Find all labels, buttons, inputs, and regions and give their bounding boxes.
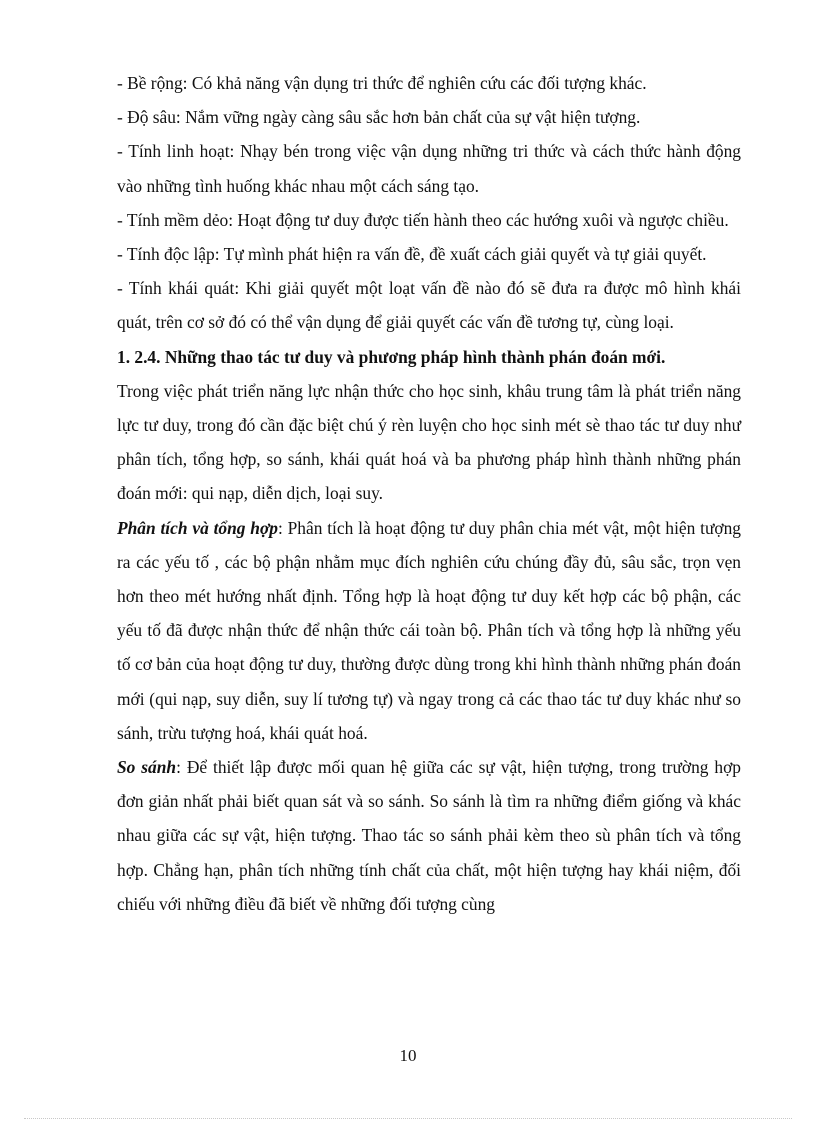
bullet-flexibility: - Tính linh hoạt: Nhạy bén trong việc vận dụng những tri thức và cách thức hành động vào những tình huống khác nhau một cách sáng tạo. — [117, 141, 741, 196]
bullet-depth: - Độ sâu: Nắm vững ngày càng sâu sắc hơn bản chất của sự vật hiện tượng. — [117, 107, 641, 128]
comparison-term: So sánh — [117, 757, 177, 778]
bullet-generalization: - Tính khái quát: Khi giải quyết một loạt vấn đề nào đó sẽ đưa ra được mô hình khái quát, trên cơ sở đó có thể vận dụng để giải quyết các vấn đề tương tự, cùng loại. — [117, 278, 741, 333]
comparison-paragraph — [117, 750, 741, 921]
analysis-term: Phân tích và tổng hợp — [117, 517, 278, 538]
bullet-pliability: - Tính mềm dẻo: Hoạt động tư duy được tiến hành theo các hướng xuôi và ngược chiều. — [117, 209, 729, 230]
bottom-dotted-divider — [24, 1118, 792, 1119]
bullet-independence: - Tính độc lập: Tự mình phát hiện ra vấn đề, đề xuất cách giải quyết và tự giải quyết. — [117, 244, 707, 265]
analysis-paragraph — [117, 511, 741, 750]
intro-paragraph: Trong việc phát triển năng lực nhận thức cho học sinh, khâu trung tâm là phát triển năng lực tư duy, trong đó cần đặc biệt chú ý rèn luyện cho học sinh mét sè thao tác tư duy như phân tích, tổng hợp, so sánh, khái quát hoá và ba phương pháp hình thành những phán đoán mới: qui nạp, diễn dịch, loại suy. — [117, 380, 741, 504]
page-content — [117, 66, 741, 921]
analysis-text: : Phân tích là hoạt động tư duy phân chia mét vật, một hiện tượng ra các yếu tố , các bộ phận nhằm mục đích nghiên cứu chúng đầy đủ, sâu sắc, trọn vẹn hơn theo mét hướng nhất định. Tổng hợp là hoạt động tư duy kết hợp các bộ phận, các yếu tố đã được nhận thức để nhận thức cái toàn bộ. Phân tích và tổng hợp là những yếu tố cơ bản của hoạt động tư duy, thường được dùng trong khi hình thành những phán đoán mới (qui nạp, suy diễn, suy lí tương tự) và ngay trong cả các thao tác tư duy khác như so sánh, trừu tượng hoá, khái quát hoá. — [117, 517, 741, 743]
comparison-text: : Để thiết lập được mối quan hệ giữa các sự vật, hiện tượng, trong trường hợp đơn giản nhất phải biết quan sát và so sánh. So sánh là tìm ra những điểm giống và khác nhau giữa các sự vật, hiện tượng. Thao tác so sánh phải kèm theo sù phân tích và tổng hợp. Chẳng hạn, phân tích những tính chất của chất, một hiện tượng hay khái niệm, đối chiếu với những điều đã biết về những đối tượng cùng — [117, 757, 741, 914]
page-number: 10 — [399, 1046, 417, 1065]
bullet-breadth: - Bề rộng: Có khả năng vận dụng tri thức để nghiên cứu các đối tượng khác. — [117, 73, 647, 93]
section-heading: 1. 2.4. Những thao tác tư duy và phương pháp hình thành phán đoán mới. — [117, 346, 666, 367]
